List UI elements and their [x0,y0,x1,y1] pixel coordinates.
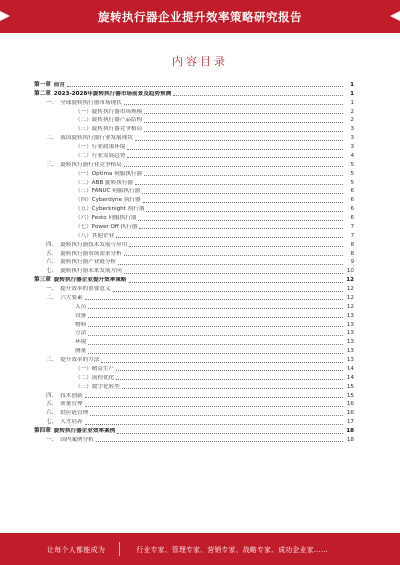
chevron-mark-icon [390,11,400,21]
toc-entry-page: 6 [350,197,354,204]
toc-entry[interactable] [34,187,354,196]
toc-entry-page: 15 [346,392,354,399]
toc-entry-page: 18 [346,428,354,434]
toc-leader-dots [85,406,343,407]
toc-leader-dots [101,362,343,363]
toc-entry-page: 13 [346,339,354,346]
toc-entry[interactable] [34,435,354,444]
toc-entry-number: 三、 [46,357,58,363]
toc-entry-page: 13 [346,357,354,363]
toc-leader-dots [146,211,343,212]
toc-entry-page: 1 [350,90,354,97]
toc-entry[interactable] [34,178,354,187]
toc-entry-title: （二）行业发展趋势 [75,152,126,159]
toc-entry-page: 12 [346,294,354,301]
toc-entry-number: 五、 [46,401,58,408]
toc-leader-dots [88,344,343,345]
toc-entry-number: 第二章 [34,90,51,97]
toc-entry[interactable] [34,346,354,355]
toc-leader-dots [88,353,343,354]
toc-leader-dots [122,388,343,389]
toc-entry-title: 旋转执行器市场需求分析 [60,250,122,257]
toc-entry-title: 六大要素 [60,294,83,301]
toc-leader-dots [129,246,343,247]
toc-entry-number: 四、 [46,241,58,248]
toc-entry[interactable] [34,329,354,338]
toc-entry-page: 12 [346,286,354,292]
toc-entry-page: 2 [350,108,354,115]
toc-entry[interactable] [34,320,354,329]
toc-entry[interactable] [34,382,354,391]
toc-entry-number: 二、 [46,135,58,142]
toc-entry-page: 17 [346,419,354,426]
toc-heading: 内容目录 [172,55,228,68]
toc-leader-dots [85,424,343,425]
toc-leader-dots [127,157,343,158]
footer-slogan: 让每个人都能成为 [47,546,106,554]
toc-entry-page: 13 [346,312,354,319]
toc-leader-dots [144,131,343,132]
toc-entry-title: （三）旋转执行器竞争格局 [75,126,143,133]
toc-entry-number: 二、 [46,294,58,301]
toc-entry[interactable] [34,249,354,258]
toc-entry-page: 7 [350,232,354,239]
toc-leader-dots [85,397,343,398]
toc-leader-dots [116,379,343,380]
toc-entry-page: 7 [350,223,354,230]
toc-entry-page: 4 [350,152,354,159]
toc-entry-page: 6 [350,188,354,195]
toc-entry-title: 2023-2028年旋转执行器市场前景及趋势预测 [53,90,172,97]
toc-leader-dots [144,122,343,123]
toc-entry-page: 8 [350,241,354,248]
toc-entry-title: （八）其他企业 [75,232,115,239]
toc-entry[interactable] [34,426,354,435]
toc-entry[interactable] [34,213,354,222]
toc-entry-title: 物料 [75,321,87,328]
toc-entry-page: 13 [346,330,354,337]
toc-entry[interactable] [34,222,354,231]
toc-entry-title: （一）Optima 伺服执行器 [75,170,143,177]
toc-entry-number: 三、 [46,161,58,168]
table-of-contents [34,80,354,444]
toc-entry-title: 国内案例分析 [60,436,94,443]
toc-entry[interactable] [34,151,354,160]
toc-entry[interactable] [34,284,354,293]
toc-entry-number: 第四章 [34,428,51,434]
toc-leader-dots [124,104,343,105]
toc-entry-title: 质量管理 [60,401,83,408]
toc-leader-dots [88,317,343,318]
toc-entry[interactable] [34,169,354,178]
toc-entry[interactable] [34,311,354,320]
toc-leader-dots [143,202,343,203]
toc-entry-page: 16 [346,410,354,417]
header-bar [0,0,400,33]
toc-leader-dots [127,149,343,150]
toc-entry-page: 12 [346,277,354,284]
toc-entry-title: 技术创新 [60,392,83,399]
toc-entry-page: 13 [346,321,354,328]
toc-entry-page: 3 [350,144,354,150]
toc-entry-page: 15 [346,383,354,390]
toc-entry[interactable] [34,98,354,107]
toc-leader-dots [85,299,343,300]
toc-leader-dots [142,193,343,194]
toc-entry-number: 第三章 [34,277,51,284]
toc-entry-title: 旋转执行器未来发展方向 [60,268,122,275]
toc-entry-page: 13 [346,348,354,355]
toc-entry-page: 6 [350,215,354,221]
toc-entry-number: 四、 [46,392,58,399]
toc-entry-page: 1 [350,81,354,88]
toc-entry-title: 方法 [75,330,87,337]
toc-entry[interactable] [34,391,354,400]
toc-entry[interactable] [34,408,354,417]
toc-entry-title: （五）Cyberknight 执行器 [75,206,145,213]
toc-entry[interactable] [34,293,354,302]
footer-bar [0,533,400,565]
toc-leader-dots [139,228,343,229]
toc-entry-title: （二）ABB 旋转执行器 [75,179,134,186]
toc-entry[interactable] [34,240,354,249]
toc-leader-dots [124,255,343,256]
footer-divider [119,542,120,556]
toc-leader-dots [135,184,343,185]
toc-entry-title: 前言 [53,81,65,88]
toc-entry-number: 一、 [46,99,58,106]
toc-entry-number: 七、 [46,268,58,275]
toc-entry-page: 14 [346,374,354,381]
toc-entry-number: 五、 [46,250,58,257]
toc-entry-title: （二）旋转执行器产品结构 [75,117,143,124]
toc-entry[interactable] [34,258,354,267]
toc-entry-title: 设备 [75,312,87,319]
toc-entry-page: 12 [346,303,354,310]
toc-leader-dots [90,415,343,416]
toc-entry-title: 旋转执行器企业提升效率策略 [53,277,127,284]
toc-entry[interactable] [34,266,354,275]
toc-entry-page: 14 [346,365,354,372]
toc-leader-dots [88,308,343,309]
toc-entry-title: 我国旋转执行器行业发展现状 [60,135,133,142]
toc-entry-title: 人员 [75,303,87,310]
toc-entry[interactable] [34,116,354,125]
toc-entry-number: 六、 [46,259,58,266]
toc-leader-dots [117,433,343,434]
toc-entry-number: 六、 [46,410,58,417]
toc-entry-title: 旋转执行器企业效率案例 [53,428,116,434]
toc-entry[interactable] [34,195,354,204]
toc-entry-title: 提升效率的方法 [60,357,100,363]
toc-entry[interactable] [34,133,354,142]
toc-leader-dots [144,175,343,176]
toc-entry-title: （三）数字化转型 [75,383,120,390]
toc-entry-page: 9 [350,259,354,266]
toc-entry-title: 旋转执行器技术发展与应用 [60,241,128,248]
toc-entry[interactable] [34,231,354,240]
toc-entry[interactable] [34,142,354,151]
toc-leader-dots [113,291,343,292]
toc-entry-page: 5 [350,179,354,186]
toc-entry[interactable] [34,89,354,98]
toc-entry[interactable] [34,400,354,409]
toc-entry[interactable] [34,337,354,346]
toc-leader-dots [118,264,343,265]
toc-entry[interactable] [34,302,354,311]
toc-entry-page: 1 [350,99,354,106]
toc-leader-dots [144,113,343,114]
toc-entry[interactable] [34,80,354,89]
toc-entry-title: 供应链管理 [60,410,89,417]
toc-entry[interactable] [34,355,354,364]
chevron-mark-icon [0,11,10,21]
toc-entry[interactable] [34,160,354,169]
toc-entry-title: 旋转执行器产业链分析 [60,259,117,266]
toc-entry-page: 18 [346,436,354,443]
toc-entry-page: 10 [346,268,354,275]
toc-entry-title: 环境 [75,339,87,346]
toc-entry-title: 提升效率的重要意义 [60,286,111,292]
toc-entry[interactable] [34,107,354,116]
toc-entry-title: （二）流程优化 [75,374,115,381]
toc-entry-title: 人才培养 [60,419,83,426]
toc-entry-number: 七、 [46,419,58,426]
toc-entry[interactable] [34,373,354,382]
toc-entry-title: 测量 [75,348,87,355]
toc-entry[interactable] [34,124,354,133]
toc-entry-title: （一）行业政策环境 [75,144,126,150]
toc-leader-dots [173,95,343,96]
toc-entry-title: （七）Power Off 执行器 [75,223,138,230]
toc-entry-page: 5 [350,161,354,168]
toc-entry-title: （一）精益生产 [75,365,115,372]
toc-leader-dots [138,220,343,221]
toc-leader-dots [88,326,343,327]
toc-entry-page: 6 [350,206,354,213]
toc-entry[interactable] [34,417,354,426]
toc-leader-dots [67,86,343,87]
toc-entry-page: 3 [350,135,354,142]
toc-entry-title: （三）FANUC 伺服执行器 [75,188,141,195]
toc-entry-title: 全球旋转执行器市场现状 [60,99,122,106]
toc-entry-page: 16 [346,401,354,408]
toc-leader-dots [88,335,343,336]
toc-leader-dots [129,282,343,283]
toc-leader-dots [124,273,343,274]
toc-leader-dots [116,237,343,238]
toc-leader-dots [116,370,343,371]
toc-entry-title: （四）Cyberdyne 执行器 [75,197,141,204]
toc-entry[interactable] [34,204,354,213]
toc-entry-title: 旋转执行器行业竞争格局 [60,161,122,168]
toc-entry[interactable] [34,275,354,284]
toc-entry-number: 一、 [46,436,58,443]
toc-leader-dots [96,441,343,442]
document-title: 旋转执行器企业提升效率策略研究报告 [98,9,302,24]
toc-leader-dots [124,166,343,167]
toc-leader-dots [135,140,343,141]
footer-tagline: 行业专家、管理专家、营销专家、战略专家、成功企业家…… [136,546,328,554]
toc-entry-number: 第一章 [34,81,51,88]
toc-entry-number: 一、 [46,286,58,292]
toc-entry-title: （六）Festo 伺服执行器 [75,215,137,221]
toc-entry-page: 2 [350,117,354,124]
toc-entry-title: （一）旋转执行器市场规模 [75,108,143,115]
toc-entry-page: 5 [350,170,354,177]
toc-entry[interactable] [34,364,354,373]
toc-entry-page: 3 [350,126,354,133]
toc-entry-page: 8 [350,250,354,257]
